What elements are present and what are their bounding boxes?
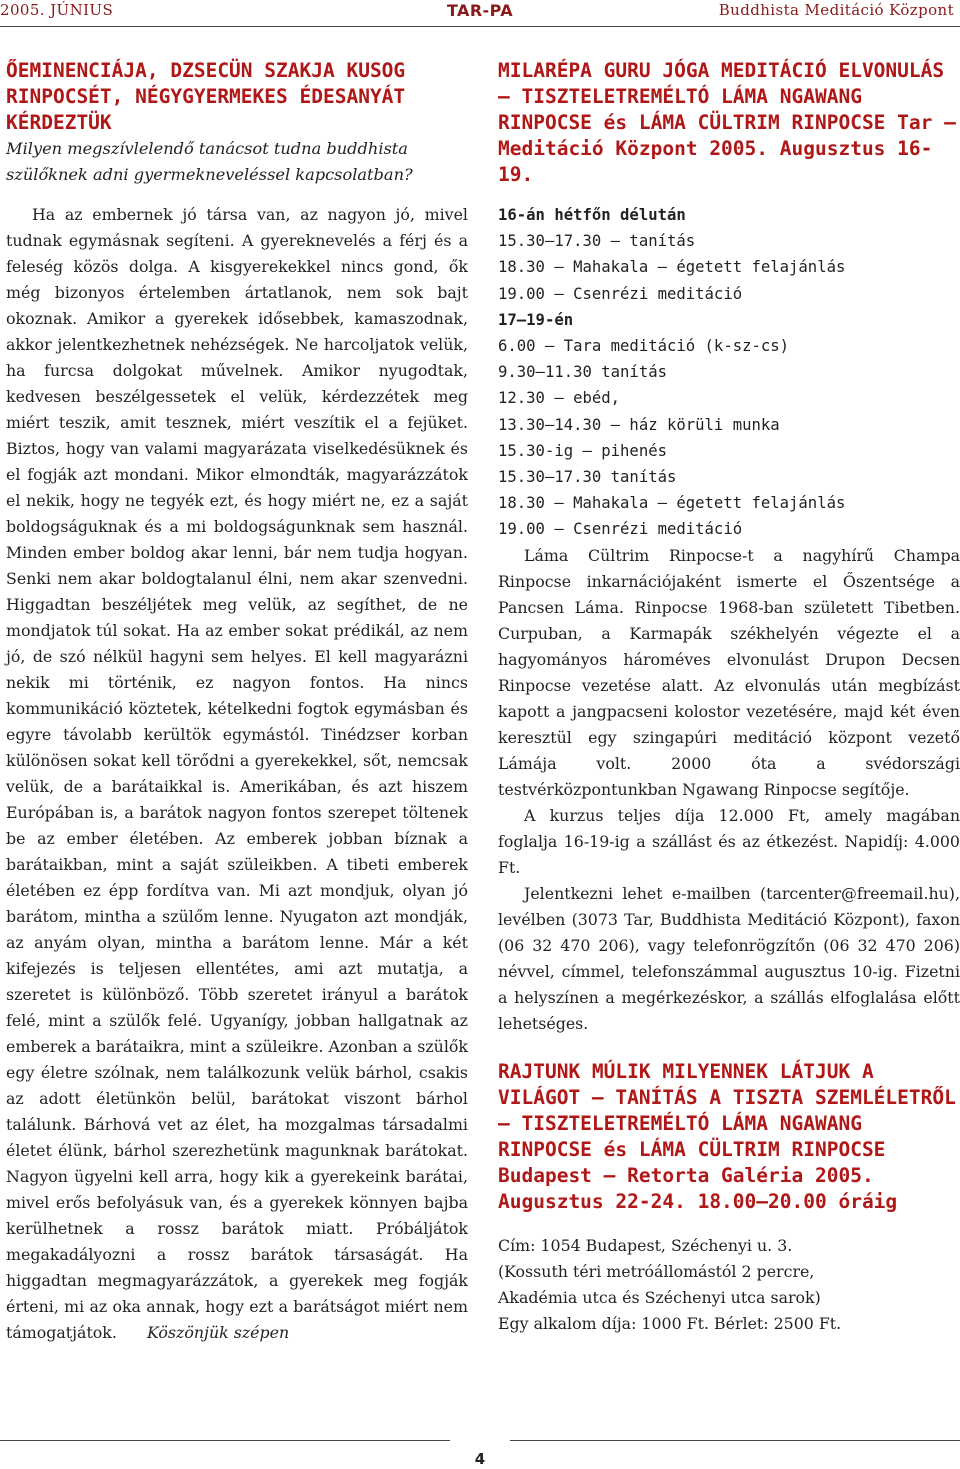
spacer: [498, 1215, 960, 1233]
answer-text: Ha az embernek jó társa van, az nagyon jó, mivel tudnak egymásnak segíteni. A gyereknevelés a férj és a feleség közös dolga. A kisgyerekekkel nincs gond, ők még bizonyos értelemben ártatlanok, nem sok bajt okoznak. Amikor a gyerekek idősebbek, kamaszodnak, akkor jelentkezhetnek nehézségek. Ne harcoljatok velük, ha furcsa dolgokat művelnek. Amikor nyugodtak, kedvesen beszélgessetek el velük, kérdezzétek meg miért teszik, amit tesznek, miért veszítik el a fejüket. Biztos, hogy van valami magyarázata viselkedésüknek és el fogják azt mondani. Mikor elmondták, magyarázzátok el nekik, hogy ne tegyék ezt, és hogy miért ne, ez a saját boldogságuknak és a mi boldogságunknak sem használ. Minden ember boldog akar lenni, bár nem tudja hogyan. Senki nem akar boldogtalanul élni, nem akar szenvedni. Higgadtan beszéljétek meg velük, az segíthet, de ne mondjatok túl sokat. Ha az ember sokat prédikál, az nem jó, de szó nélkül hagyni sem helyes. El kell magyarázni nekik mi történik, ez nagyon fontos. Ha nincs kommunikáció köztetek, kételkedni fogtok egymásban és egyre távolabb kerültök egymástól. Tinédzser korban különösen sokat kell törődni a gyerekekkel, sőt, nemcsak velük, de a barátaikkal is. Amerikában, és azt hiszem Európában is, a barátok nagyon fontos szerepet töltenek be az ember életében. Az emberek jobban bíznak a barátaikban, mint a saját szüleikben. A tibeti emberek életében ez épp fordítva van. Mi azt mondjuk, olyan jó barátom, mintha a szülőm lenne. Nyugaton azt mondják, az anyám olyan, mintha a barátom lenne. Már a két kifejezés is teljesen ellentétes, ami azt mutatja, a szeretet is különböző. Több szeretet irányul a barátok felé, mint a szülők felé. Ugyanígy, jobban hallgatnak az emberek a barátaikra, mint a szüleikre. Azonban a szülők egy életre szólnak, nem találkozunk velük bárhol, csakis az adott életünkön belül, barátokat viszont bárhol találunk. Bárhová vet az élet, ha mozgalmas társadalmi életet élünk, bárhol szerezhetünk magunknak barátokat. Nagyon ügyelni kell arra, hogy kik a gyerekeink barátai, mivel erős befolyásuk van, és a gyerekek könnyen bajba kerülhetnek a rossz barátok miatt. Próbáljátok megakadályozni a rossz barátok társaságát. Ha higgadtan megmagyarázzátok, a gyerekek meg fogják érteni, mi az oka annak, hogy ezt a barátságot miért nem támogatjátok.: [6, 205, 468, 1342]
footer-divider-right: [510, 1440, 960, 1441]
course-fee: A kurzus teljes díja 12.000 Ft, amely magában foglalja 16-19-ig a szállást és az étkezést. Napidíj: 4.000 Ft.: [498, 805, 960, 877]
interview-question: Milyen megszívlelendő tanácsot tudna buddhista szülőknek adni gyermekneveléssel kapcsolatban?: [6, 139, 413, 184]
spacer: [498, 1037, 960, 1059]
schedule-item: 13.30–14.30 – ház körüli munka: [498, 415, 780, 434]
schedule-item: 9.30–11.30 tanítás: [498, 363, 667, 382]
schedule-item: 17–19-én: [498, 310, 574, 329]
spacer: [6, 188, 468, 202]
event2-title: RAJTUNK MÚLIK MILYENNEK LÁTJUK A VILÁGOT – TANÍTÁS A TISZTA SZEMLÉLETRŐL – TISZTELETREMÉLTÓ LÁMA NGAWANG RINPOCSE és LÁMA CÜLTRIM RINPOCSE Budapest – Retorta Galéria 2005. Augusztus 22-24. 18.00–20.00 óráig: [498, 1059, 956, 1213]
address-line: (Kossuth téri metróállomástól 2 percre,: [498, 1261, 815, 1281]
schedule-item: 12.30 – ebéd,: [498, 389, 621, 408]
interview-title: ŐEMINENCIÁJA, DZSECÜN SZAKJA KUSOG RINPOCSÉT, NÉGYGYERMEKES ÉDESANYÁT KÉRDEZTÜK: [6, 59, 406, 134]
schedule-list: [498, 202, 960, 543]
schedule-item: 16-án hétfőn délután: [498, 206, 686, 224]
venue-info: [498, 1233, 960, 1337]
issue-date: 2005. JÚNIUS: [0, 1, 114, 19]
organization-name: Buddhista Meditáció Központ: [718, 1, 954, 19]
interview-answer: [6, 202, 468, 1346]
thanks-note: Köszönjük szépen: [147, 1323, 290, 1342]
page-number: 4: [474, 1450, 486, 1468]
header-divider: [0, 26, 960, 27]
spacer: [498, 188, 960, 202]
footer-divider-left: [0, 1440, 450, 1441]
address-line: Akadémia utca és Széchenyi utca sarok): [498, 1287, 821, 1307]
schedule-item: 19.00 – Csenrézi meditáció: [498, 284, 743, 303]
page-header: [0, 0, 960, 26]
schedule-item: 18.30 – Mahakala – égetett felajánlás: [498, 494, 846, 513]
address-line: Cím: 1054 Budapest, Széchenyi u. 3.: [498, 1235, 793, 1255]
right-column: [498, 58, 960, 1337]
ticket-price: Egy alkalom díja: 1000 Ft. Bérlet: 2500 Ft.: [498, 1313, 842, 1333]
schedule-item: 15.30–17.30 – tanítás: [498, 232, 696, 251]
event1-title: MILARÉPA GURU JÓGA MEDITÁCIÓ ELVONULÁS – TISZTELETREMÉLTÓ LÁMA NGAWANG RINPOCSE és LÁMA CÜLTRIM RINPOCSE Tar – Meditáció Központ 2005. Augusztus 16-19.: [498, 59, 956, 186]
publication-title: TAR-PA: [446, 1, 514, 20]
schedule-item: 6.00 – Tara meditáció (k-sz-cs): [498, 337, 790, 356]
schedule-item: 15.30-ig – pihenés: [498, 441, 667, 460]
schedule-item: 15.30–17.30 tanítás: [498, 468, 677, 487]
schedule-item: 19.00 – Csenrézi meditáció: [498, 520, 743, 539]
left-column: [6, 58, 468, 1346]
application-info: Jelentkezni lehet e-mailben (tarcenter@freemail.hu), levélben (3073 Tar, Buddhista Meditáció Központ), faxon (06 32 470 206), vagy telefonrögzítőn (06 32 470 206) névvel, címmel, telefonszámmal augusztus 10-ig. Fizetni a helyszínen a megérkezéskor, a szállás elfoglalása előtt lehetséges.: [498, 883, 960, 1033]
lama-bio: Láma Cültrim Rinpocse-t a nagyhírű Champa Rinpocse inkarnációjaként ismerte el Őszentsége a Pancsen Láma. Rinpocse 1968-ban született Tibetben. Curpuban, a Karmapák székhelyén végezte el a hagyományos hároméves elvonulást Drupon Decsen Rinpocse vezetése alatt. Az elvonulás után megbízást kapott a jangpacseni kolostor vezetésére, majd két éven keresztül egy szingapúri meditáció központ vezető Lámája volt. 2000 óta a svédországi testvérközpontunkban Ngawang Rinpocse segítője.: [498, 545, 960, 799]
schedule-item: 18.30 – Mahakala – égetett felajánlás: [498, 258, 846, 277]
